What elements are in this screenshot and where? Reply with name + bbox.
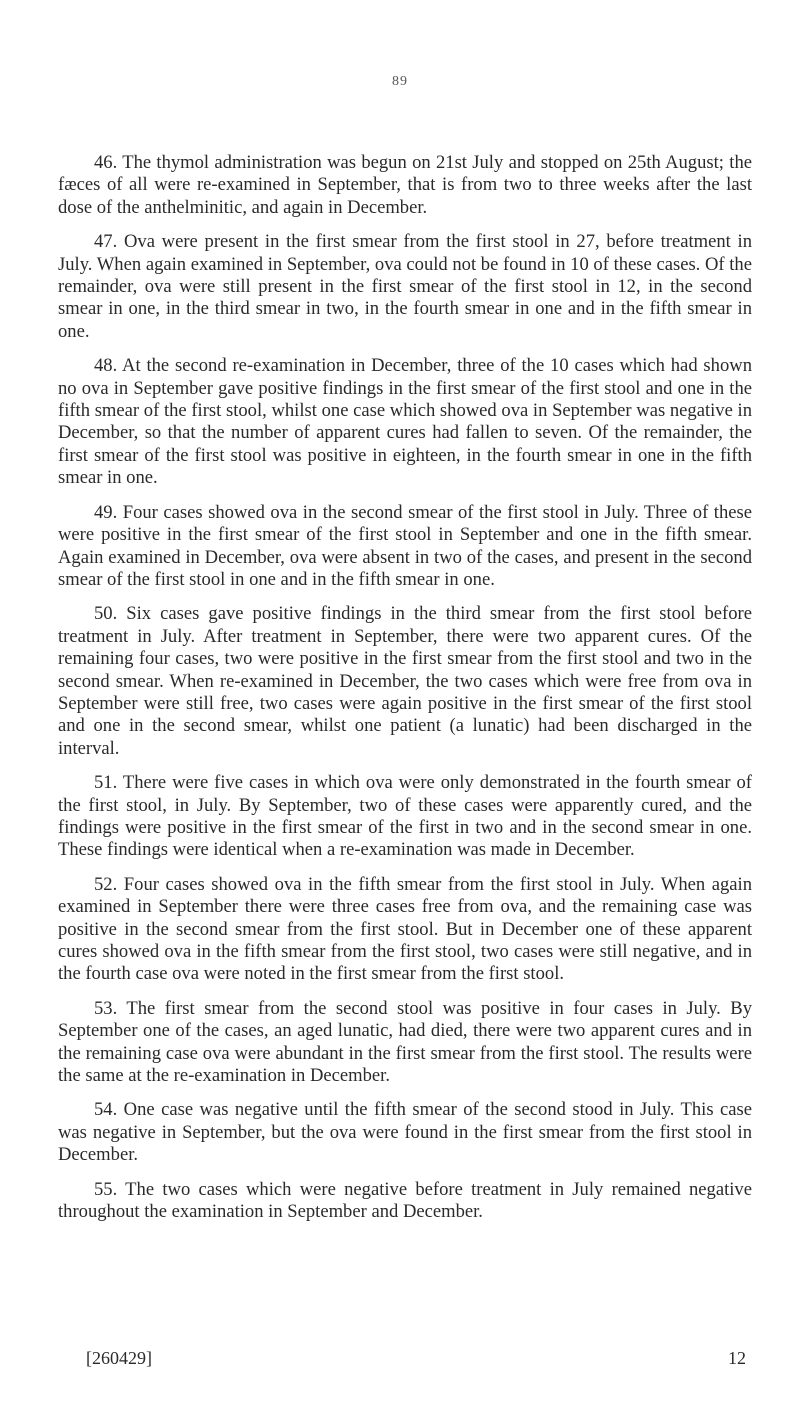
paragraph-50: 50. Six cases gave positive findings in the third smear from the first stool before treatment in July. After treatment in September, there were two apparent cures. Of the remaining four cases, two were positive in the first smear from the first stool and two in the second smear. When re-examined in December, the two cases which were free from ova in September were still free, two cases were again positive in the first smear of the first stool and one in the second smear, whilst one patient (a lunatic) had been discharged in the interval. xyxy=(58,603,752,759)
print-code: [260429] xyxy=(86,1348,152,1368)
paragraph-53: 53. The first smear from the second stool was positive in four cases in July. By September one of the cases, an aged lunatic, had died, there were two apparent cures and in the remaining case ova were abundant in the first smear from the first stool. The results were the same at the re-examination in December. xyxy=(58,997,752,1087)
page-number: 89 xyxy=(392,74,408,89)
paragraph-46: 46. The thymol administration was begun on 21st July and stopped on 25th August; the fæces of all were re-examined in September, that is from two to three weeks after the last dose of the anthelminitic, and again in December. xyxy=(58,152,752,218)
signature-mark: 12 xyxy=(728,1348,746,1368)
paragraph-55: 55. The two cases which were negative before treatment in July remained negative throughout the examination in September and December. xyxy=(58,1178,752,1223)
paragraph-51: 51. There were five cases in which ova were only demonstrated in the fourth smear of the first stool, in July. By September, two of these cases were apparently cured, and the findings were positive in the first smear of the first in two and in the second smear in one. These findings were identical when a re-examination was made in December. xyxy=(58,772,752,861)
page-footer xyxy=(86,1348,746,1369)
paragraph-47: 47. Ova were present in the first smear from the first stool in 27, before treatment in July. When again examined in September, ova could not be found in 10 of these cases. Of the remainder, ova were still present in the first smear of the first stool in 12, in the second smear in one, in the third smear in two, in the fourth smear in one and in the fifth smear in one. xyxy=(58,231,752,342)
paragraph-54: 54. One case was negative until the fifth smear of the second stood in July. This case was negative in September, but the ova were found in the first smear from the first stool in December. xyxy=(58,1099,752,1166)
document-body xyxy=(58,152,752,1235)
paragraph-49: 49. Four cases showed ova in the second smear of the first stool in July. Three of these were positive in the first smear of the first stool in September and one in the fifth smear. Again examined in December, ova were absent in two of the cases, and present in the second smear of the first stool in one and in the fifth smear in one. xyxy=(58,501,752,590)
paragraph-48: 48. At the second re-examination in December, three of the 10 cases which had shown no ova in September gave positive findings in the first smear of the first stool and one in the fifth smear of the first stool, whilst one case which showed ova in September was negative in December, so that the number of apparent cures had fallen to seven. Of the remainder, the first smear of the first stool was positive in eighteen, in the fourth smear in one in the fifth smear in one. xyxy=(58,355,752,489)
paragraph-52: 52. Four cases showed ova in the fifth smear from the first stool in July. When again examined in September there were three cases free from ova, and the remaining case was positive in the second smear from the first stool. But in December one of these apparent cures showed ova in the fifth smear from the first stool, two cases were still negative, and in the fourth case ova were noted in the first smear from the first stool. xyxy=(58,873,752,985)
